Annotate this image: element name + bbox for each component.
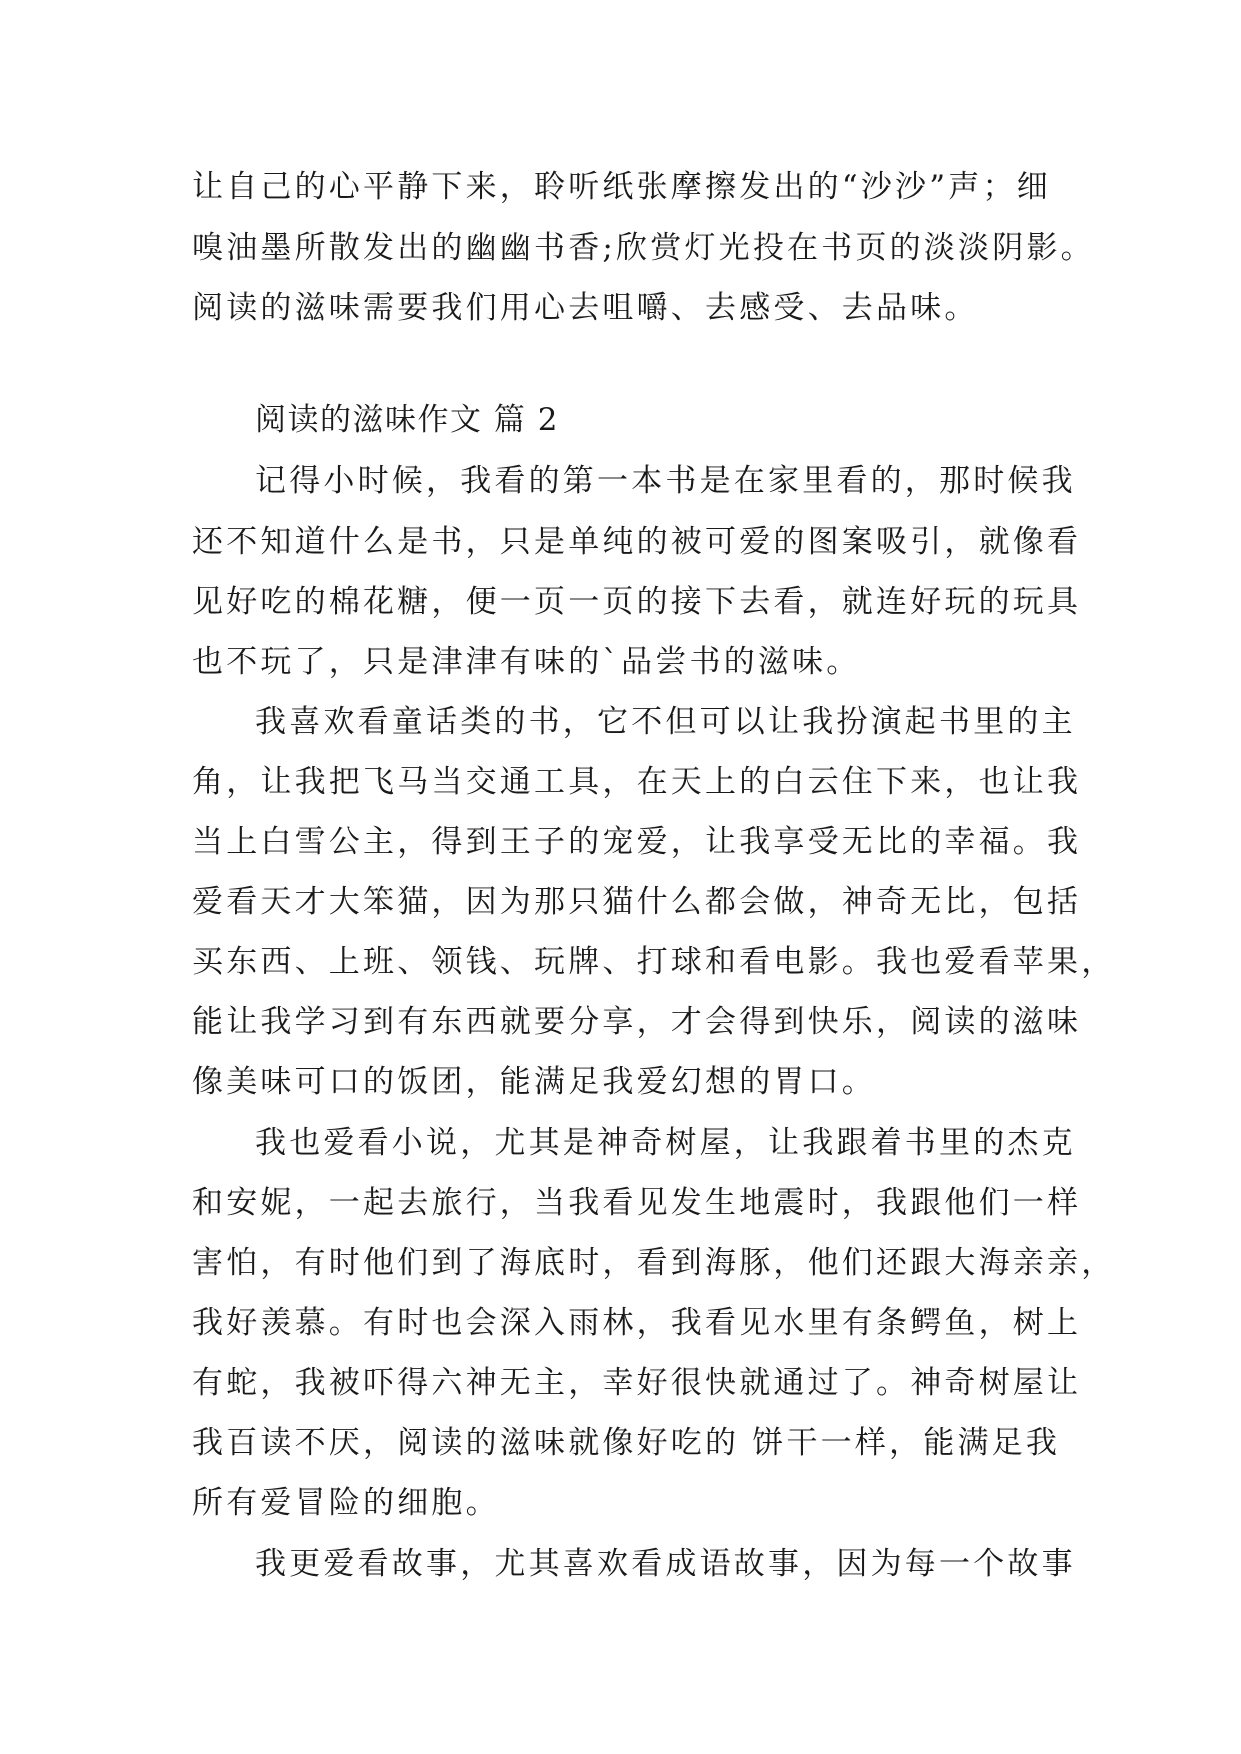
text-line: 爱看天才大笨猫，因为那只猫什么都会做，神奇无比，包括 (192, 884, 1082, 920)
text-line: 见好吃的棉花糖，便一页一页的接下去看，就连好玩的玩具 (192, 584, 1082, 620)
text-line: 我喜欢看童话类的书，它不但可以让我扮演起书里的主 (255, 704, 1076, 740)
text-line: 嗅油墨所散发出的幽幽书香;欣赏灯光投在书页的淡淡阴影。 (192, 230, 1095, 266)
text-line: 让自己的心平静下来，聆听纸张摩擦发出的“沙沙”声；细 (192, 169, 1051, 205)
text-line: 所有爱冒险的细胞。 (192, 1485, 500, 1521)
text-line: 当上白雪公主，得到王子的宠爱，让我享受无比的幸福。我 (192, 824, 1082, 860)
text-line: 和安妮，一起去旅行，当我看见发生地震时，我跟他们一样 (192, 1185, 1082, 1221)
text-line: 我也爱看小说，尤其是神奇树屋，让我跟着书里的杰克 (255, 1125, 1076, 1161)
text-line: 我更爱看故事，尤其喜欢看成语故事，因为每一个故事 (255, 1546, 1076, 1582)
text-line: 也不玩了，只是津津有味的`品尝书的滋味。 (192, 644, 861, 680)
text-line: 还不知道什么是书，只是单纯的被可爱的图案吸引，就像看 (192, 524, 1082, 560)
section-title: 阅读的滋味作文 篇 2 (255, 402, 559, 438)
text-line: 有蛇，我被吓得六神无主，幸好很快就通过了。神奇树屋让 (192, 1365, 1082, 1401)
text-line: 记得小时候，我看的第一本书是在家里看的，那时候我 (255, 463, 1076, 499)
text-line: 能让我学习到有东西就要分享，才会得到快乐，阅读的滋味 (192, 1004, 1082, 1040)
text-line: 我百读不厌，阅读的滋味就像好吃的 饼干一样，能满足我 (192, 1425, 1061, 1461)
text-line: 角，让我把飞马当交通工具，在天上的白云住下来，也让我 (192, 764, 1082, 800)
text-line: 我好羡慕。有时也会深入雨林，我看见水里有条鳄鱼，树上 (192, 1305, 1082, 1341)
text-line: 买东西、上班、领钱、玩牌、打球和看电影。我也爱看苹果， (192, 944, 1116, 980)
text-line: 像美味可口的饭团，能满足我爱幻想的胃口。 (192, 1064, 876, 1100)
text-line: 害怕，有时他们到了海底时，看到海豚，他们还跟大海亲亲， (192, 1245, 1116, 1281)
text-line: 阅读的滋味需要我们用心去咀嚼、去感受、去品味。 (192, 290, 979, 326)
